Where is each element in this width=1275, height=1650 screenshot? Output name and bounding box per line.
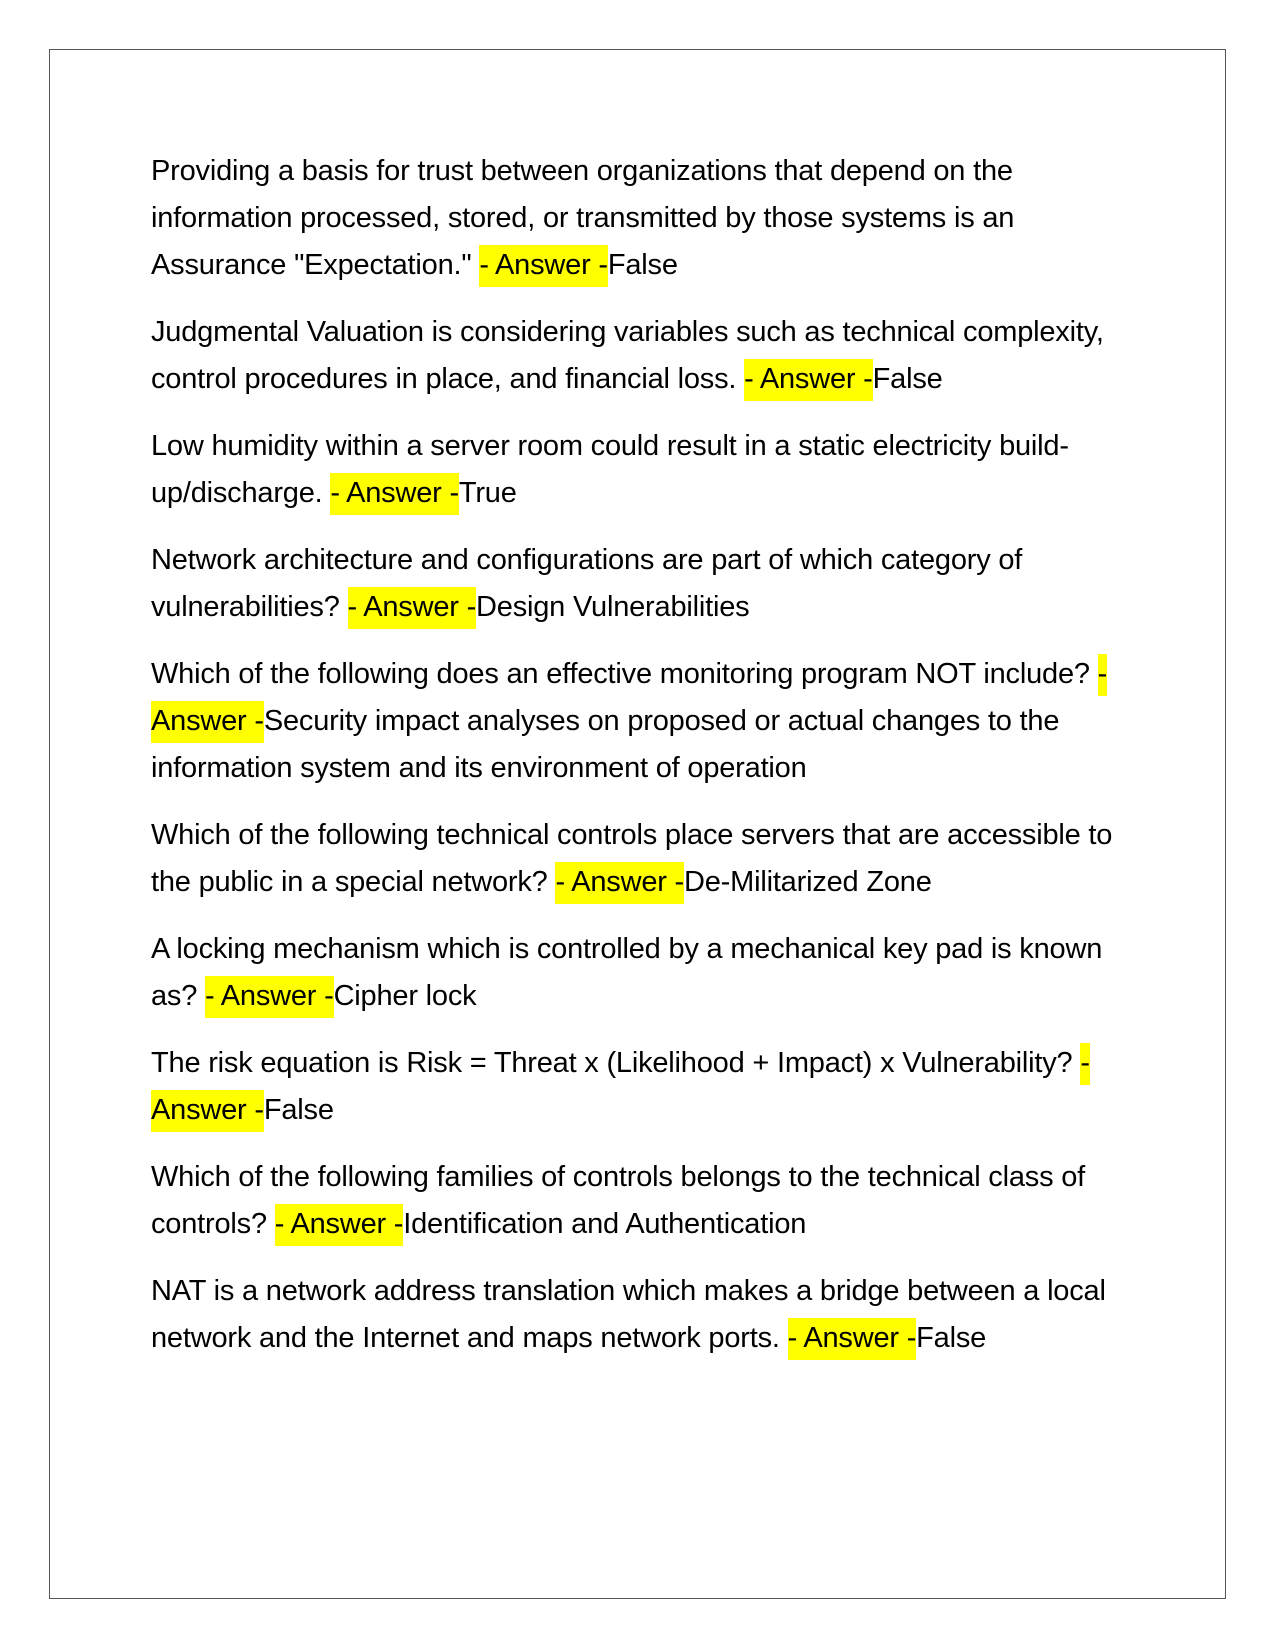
qa-item — [151, 1040, 1151, 1134]
question-text: The risk equation is Risk = Threat x (Likelihood + Impact) x Vulnerability? — [151, 1047, 1073, 1079]
question-text: Low humidity within a server room could result in a static electricity build-up/discharge. — [151, 430, 1069, 509]
answer-marker: - Answer - — [788, 1318, 917, 1360]
answer-text: False — [872, 363, 943, 395]
answer-marker: - Answer - — [330, 473, 459, 515]
answer-text: Cipher lock — [333, 980, 477, 1012]
answer-marker: - Answer - — [744, 359, 873, 401]
question-text: Which of the following families of controls belongs to the technical class of controls? — [151, 1161, 1086, 1240]
answer-text: Design Vulnerabilities — [476, 591, 750, 623]
question-text: Which of the following technical controls place servers that are accessible to the public in a special network? — [151, 819, 1113, 898]
qa-item — [151, 812, 1151, 906]
answer-text: De-Militarized Zone — [684, 866, 932, 898]
qa-item — [151, 926, 1151, 1020]
answer-marker: - Answer - — [151, 654, 1107, 743]
qa-list — [151, 148, 1151, 1382]
qa-item — [151, 309, 1151, 403]
answer-text: Identification and Authentication — [403, 1208, 807, 1240]
answer-text: False — [916, 1322, 987, 1354]
qa-item — [151, 537, 1151, 631]
answer-text: Security impact analyses on proposed or actual changes to the information system and its environment of operation — [151, 705, 1060, 784]
answer-marker: - Answer - — [151, 1043, 1090, 1132]
question-text: Providing a basis for trust between organizations that depend on the information processed, stored, or transmitted by those systems is an Assurance "Expectation." — [151, 155, 1015, 281]
qa-item — [151, 1268, 1151, 1362]
qa-item — [151, 651, 1151, 792]
answer-text: False — [607, 249, 678, 281]
answer-marker: - Answer - — [205, 976, 334, 1018]
answer-marker: - Answer - — [479, 245, 608, 287]
qa-item — [151, 1154, 1151, 1248]
question-text: Which of the following does an effective monitoring program NOT include? — [151, 658, 1090, 690]
answer-text: True — [458, 477, 517, 509]
qa-item — [151, 148, 1151, 289]
qa-item — [151, 423, 1151, 517]
answer-marker: - Answer - — [275, 1204, 404, 1246]
question-text: Judgmental Valuation is considering variables such as technical complexity, control procedures in place, and financial loss. — [151, 316, 1104, 395]
question-text: A locking mechanism which is controlled by a mechanical key pad is known as? — [151, 933, 1103, 1012]
question-text: NAT is a network address translation which makes a bridge between a local network and the Internet and maps network ports. — [151, 1275, 1106, 1354]
answer-text: False — [263, 1094, 334, 1126]
question-text: Network architecture and configurations are part of which category of vulnerabilities? — [151, 544, 1023, 623]
answer-marker: - Answer - — [348, 587, 477, 629]
answer-marker: - Answer - — [555, 862, 684, 904]
